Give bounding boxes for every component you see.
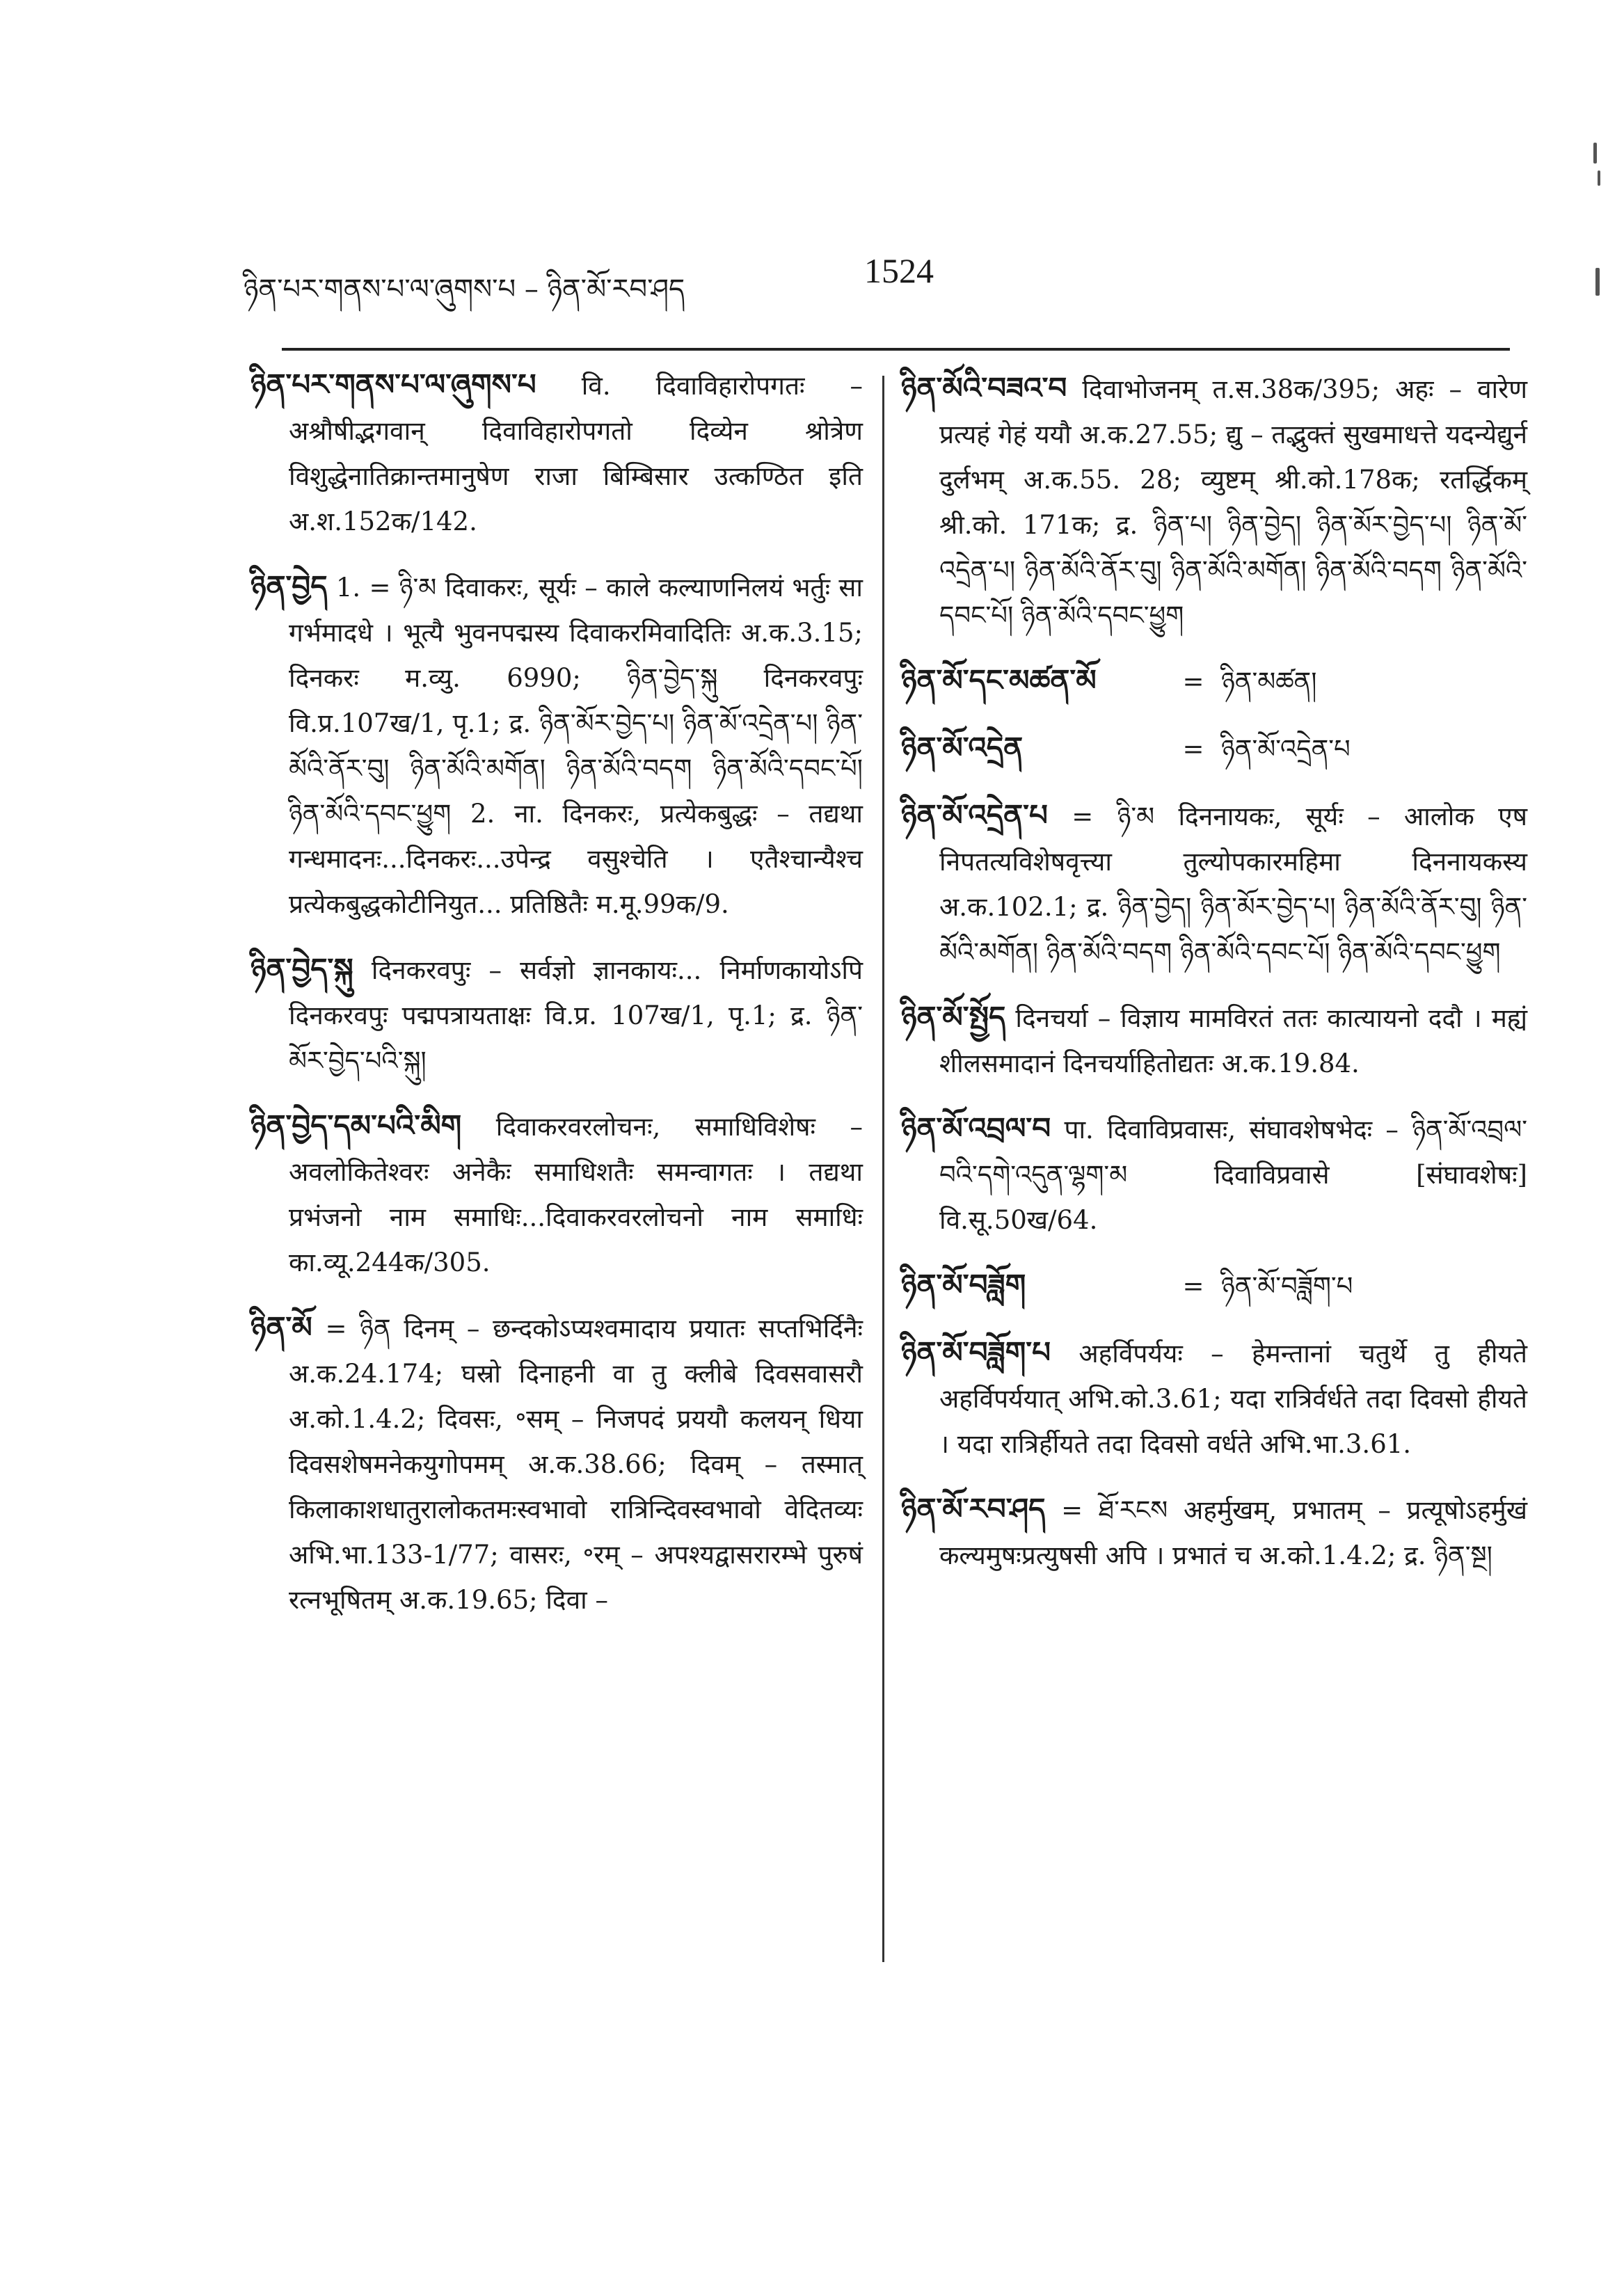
headword: ཉིན་མོ་འདྲེན་པ — [901, 798, 1048, 832]
xref-target: ཉིན་མོ་འདྲེན་པ — [1221, 734, 1351, 764]
dictionary-entry — [901, 1486, 1527, 1578]
dictionary-entry — [250, 1305, 863, 1623]
dictionary-entry — [250, 946, 863, 1083]
headword: ཉིན་མོའི་བཟའ་བ — [901, 371, 1067, 405]
equals-sign: = — [1182, 1271, 1204, 1301]
left-column — [250, 362, 863, 1642]
headword: ཉིན་བྱེད་སྐུ — [250, 952, 353, 986]
dictionary-entry — [250, 362, 863, 544]
headword: ཉིན་མོ — [250, 1310, 312, 1344]
entry-body: दिनकरवपुः – सर्वज्ञो ज्ञानकायः... निर्माणकायोऽपि दिनकरवपुः पद्मपत्रायताक्षः वि.प्र. 107ख/1, पृ.1; द्र. ཉིན་མོར་བྱེད་པའི་སྐུ། — [289, 955, 863, 1076]
xref-target: ཉིན་མོ་བཟློག་པ — [1221, 1271, 1353, 1301]
headword: ཉིན་མོ་བཟློག — [901, 1268, 1026, 1302]
dictionary-entry — [250, 564, 863, 927]
dictionary-entry — [901, 365, 1527, 638]
headword: ཉིན་བྱེད — [250, 569, 328, 603]
entry-body: दिनचर्या – विज्ञाय मामविरतं ततः कात्यायनो ददौ । मह्यं शीलसमादानं दिनचर्याहितोद्यतः अ.क.19.84. — [939, 1003, 1528, 1078]
entry-body: दिवाभोजनम् त.स.38क/395; अहः – वारेण प्रत्यहं गेहं ययौ अ.क.27.55; द्यु – तद्भुक्तं सुखमाधत्ते यदन्येद्युर्न दुर्लभम् अ.क.55. 28; व्युष्टम् श्री.को.178क; रतर्द्धिकम् श्री.को. 171क; द्र. ཉིན་པ། ཉིན་བྱེད། ཉིན་མོར་བྱེད་པ། ཉིན་མོ་འདྲེན་པ། ཉིན་མོའི་ནོར་བུ། ཉིན་མོའི་མགོན། ཉིན་མོའི་བདག ཉིན་མོའི་དབང་པོ། ཉིན་མོའི་དབང་ཕྱུག — [939, 374, 1528, 630]
headword: ཉིན་མོ་བཟློག་པ — [901, 1335, 1051, 1369]
header-rule — [282, 348, 1510, 351]
page-header — [244, 250, 1510, 306]
column-divider — [882, 376, 884, 1962]
entry-body: अहर्विपर्ययः – हेमन्तानां चतुर्थे तु हीयते अहर्विपर्ययात् अभि.को.3.61; यदा रात्रिर्वर्धते तदा दिवसो हीयते । यदा रात्रिर्हीयते तदा दिवसो वर्धते अभि.भा.3.61. — [939, 1339, 1527, 1459]
cross-reference — [901, 1262, 1527, 1309]
headword: ཉིན་མོ་རབ་ཤད — [901, 1492, 1046, 1526]
dictionary-entry — [250, 1103, 863, 1285]
running-header: ཉིན་པར་གནས་པ་ལ་ཞུགས་པ – ཉིན་མོ་རབ་ཤད — [244, 273, 685, 305]
cross-reference — [901, 658, 1527, 704]
headword: ཉིན་མོ་དང་མཚན་མོ — [901, 663, 1097, 697]
headword: ཉིན་མོ་སྤྱོད — [901, 1000, 1006, 1034]
xref-target: ཉིན་མཚན། — [1221, 667, 1317, 696]
headword: ཉིན་མོ་འདྲེན — [901, 731, 1024, 765]
entry-body: = ཐོ་རངས अहर्मुखम्, प्रभातम् – प्रत्यूषोऽहर्मुखं कल्यमुषःप्रत्युषसी अपि । प्रभातं च अ.को.1.4.2; द्र. ཉིན་སྔ། — [939, 1495, 1528, 1570]
entry-body: = ཉི་མ दिननायकः, सूर्यः – आलोक एष निपतत्यविशेषवृत्त्या तुल्योपकारमहिमा दिननायकस्य अ.क.102.1; द्र. ཉིན་བྱེད། ཉིན་མོར་བྱེད་པ། ཉིན་མོའི་ནོར་བུ། ཉིན་མོའི་མགོན། ཉིན་མོའི་བདག ཉིན་མོའི་དབང་པོ། ཉིན་མོའི་དབང་ཕྱུག — [939, 802, 1527, 967]
equals-sign: = — [1182, 734, 1204, 764]
entry-body: पा. दिवाविप्रवासः, संघावशेषभेदः – ཉིན་མོ་འབྲལ་བའི་དགེ་འདུན་ལྷག་མ दिवाविप्रवासे [संघावशेषः] वि.सू.50ख/64. — [939, 1115, 1527, 1235]
dictionary-entry — [901, 792, 1527, 975]
scan-mark — [1598, 170, 1600, 186]
headword: ཉིན་བྱེད་དམ་པའི་མིག — [250, 1108, 462, 1142]
dictionary-entry — [901, 1106, 1527, 1243]
entry-body: = ཉིན दिनम् – छन्दकोऽप्यश्वमादाय प्रयातः सप्तभिर्दिनैः अ.क.24.174; घस्रो दिनाहनी वा तु क्लीबे दिवसवासरौ अ.को.1.4.2; दिवसः, ॰सम् – निजपदं प्रययौ कलयन् धिया दिवसशेषमनेकयुगोपमम् अ.क.38.66; दिवम् – तस्मात् किलाकाशधातुरालोकतमःस्वभावो रात्रिन्दिवस्वभावो वेदितव्यः अभि.भा.133-1/77; वासरः, ॰रम् – अपश्यद्वासरारम्भे पुरुषं रत्नभूषितम् अ.क.19.65; दिवा – — [289, 1314, 863, 1615]
scan-mark — [1595, 268, 1600, 296]
entry-body: दिवाकरवरलोचनः, समाधिविशेषः – अवलोकितेश्वरः अनेकैः समाधिशतैः समन्वागतः । तद्यथा प्रभंजनो नाम समाधिः...दिवाकरवरलोचनो नाम समाधिः का.व्यू.244क/305. — [289, 1112, 863, 1277]
page-number: 1524 — [864, 251, 934, 290]
headword: ཉིན་པར་གནས་པ་ལ་ཞུགས་པ — [250, 367, 536, 401]
dictionary-entry — [901, 994, 1527, 1086]
dictionary-entry — [901, 1330, 1527, 1467]
entry-body: 1. = ཉི་མ दिवाकरः, सूर्यः – काले कल्याणनिलयं भर्तुः सा गर्भमादधे । भूत्यै भुवनपद्मस्य दिवाकरमिवादितिः अ.क.3.15; दिनकरः म.व्यु. 6990; ཉིན་བྱེད་སྐུ दिनकरवपुः वि.प्र.107ख/1, पृ.1; द्र. ཉིན་མོར་བྱེད་པ། ཉིན་མོ་འདྲེན་པ། ཉིན་མོའི་ནོར་བུ། ཉིན་མོའི་མགོན། ཉིན་མོའི་བདག ཉིན་མོའི་དབང་པོ། ཉིན་མོའི་དབང་ཕྱུག 2. ना. दिनकरः, प्रत्येकबुद्धः – तद्यथा गन्धमादनः...दिनकरः...उपेन्द्र वसुश्चेति । एतैश्चान्यैश्च प्रत्येकबुद्धकोटीनियुत... प्रतिष्ठितैः म.मू.99क/9. — [289, 573, 863, 919]
entry-body: वि. दिवाविहारोपगतः – अश्रौषीद्भगवान् दिवाविहारोपगतो दिव्येन श्रोत्रेण विशुद्धेनातिक्रान्तमानुषेण राजा बिम्बिसार उत्कण्ठित इति अ.श.152क/142. — [289, 371, 863, 536]
headword: ཉིན་མོ་འབྲལ་བ — [901, 1111, 1051, 1145]
equals-sign: = — [1182, 667, 1204, 696]
cross-reference — [901, 725, 1527, 772]
scan-mark — [1593, 143, 1597, 164]
right-column — [901, 365, 1527, 1597]
